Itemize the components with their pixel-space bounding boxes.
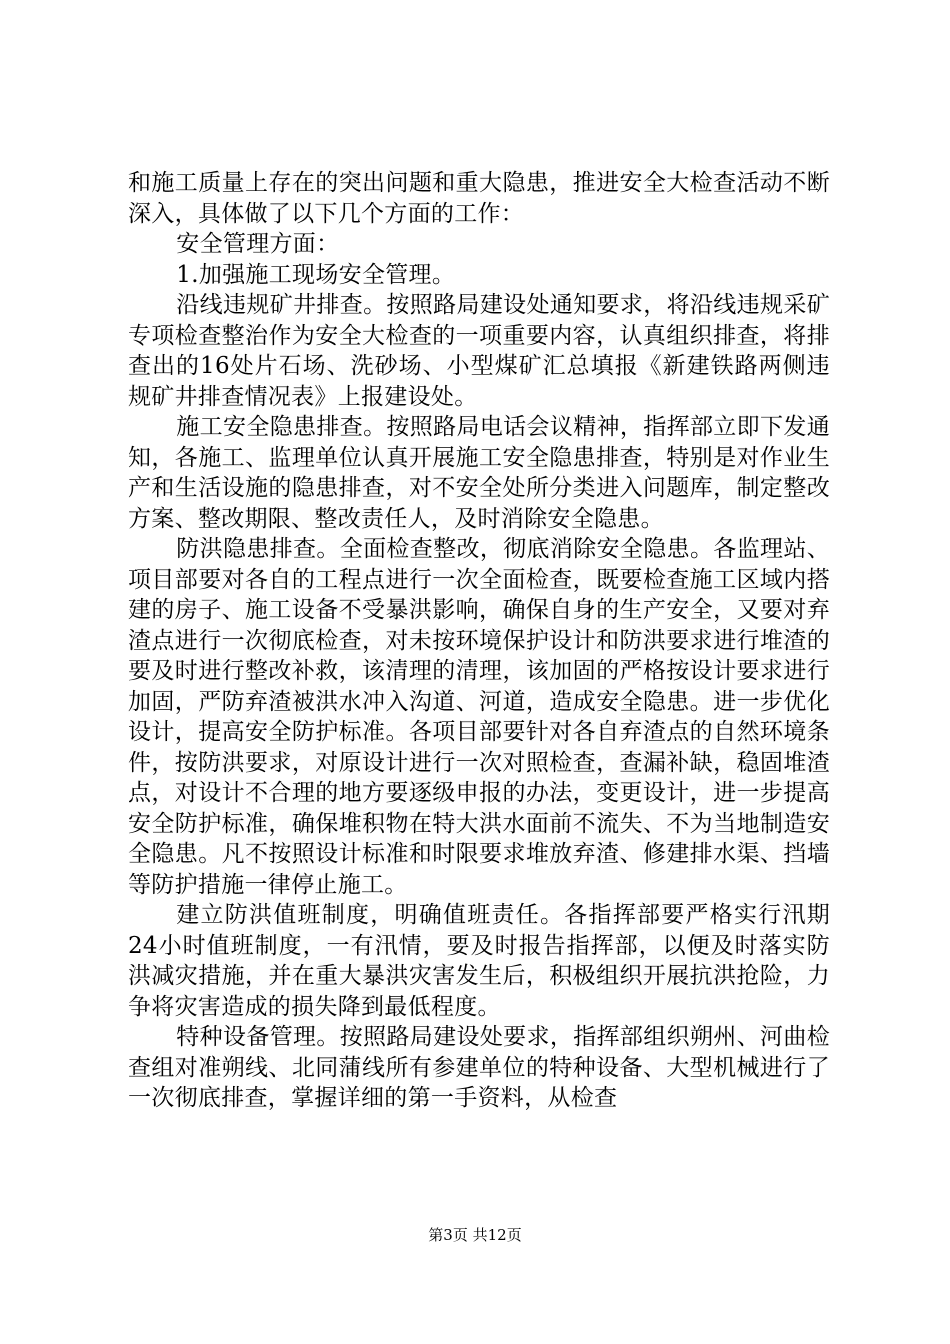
paragraph-mine-inspection: 沿线违规矿井排查。按照路局建设处通知要求，将沿线违规采矿专项检查整治作为安全大检查的一项重要内容，认真组织排查，将排查出的16处片石场、洗砂场、小型煤矿汇总填报《新建铁路两侧违规矿井排查情况表》上报建设处。 — [128, 292, 830, 410]
paragraph-continuation: 和施工质量上存在的突出问题和重大隐患，推进安全大检查活动不断深入，具体做了以下几个方面的工作： — [128, 170, 830, 227]
page-footer: 第3页 共12页 — [428, 1226, 522, 1244]
paragraph-special-equipment: 特种设备管理。按照路局建设处要求，指挥部组织朔州、河曲检查组对准朔线、北同蒲线所有参建单位的特种设备、大型机械进行了一次彻底排查，掌握详细的第一手资料，从检查 — [128, 1024, 830, 1111]
paragraph-flood-inspection: 防洪隐患排查。全面检查整改，彻底消除安全隐患。各监理站、项目部要对各自的工程点进行一次全面检查，既要检查施工区域内搭建的房子、施工设备不受暴洪影响，确保自身的生产安全，又要对弃渣点进行一次彻底检查，对未按环境保护设计和防洪要求进行堆渣的要及时进行整改补救，该清理的清理，该加固的严格按设计要求进行加固，严防弃渣被洪水冲入沟道、河道，造成安全隐患。进一步优化设计，提高安全防护标准。各项目部要针对各自弃渣点的自然环境条件，按防洪要求，对原设计进行一次对照检查，查漏补缺，稳固堆渣点，对设计不合理的地方要逐级申报的办法，变更设计，进一步提高安全防护标准，确保堆积物在特大洪水面前不流失、不为当地制造安全隐患。凡不按照设计标准和时限要求堆放弃渣、修建排水渠、挡墙等防护措施一律停止施工。 — [128, 536, 830, 898]
subheading-site-safety: 1.加强施工现场安全管理。 — [176, 261, 456, 288]
section-heading-safety-management: 安全管理方面： — [176, 231, 340, 257]
document-body — [128, 168, 830, 1114]
paragraph-hazard-inspection: 施工安全隐患排查。按照路局电话会议精神，指挥部立即下发通知，各施工、监理单位认真开展施工安全隐患排查，特别是对作业生产和生活设施的隐患排查，对不安全处所分类进入问题库，制定整改方案、整改期限、整改责任人，及时消除安全隐患。 — [128, 414, 830, 532]
paragraph-flood-duty: 建立防洪值班制度，明确值班责任。各指挥部要严格实行汛期24小时值班制度，一有汛情，要及时报告指挥部，以便及时落实防洪减灾措施，并在重大暴洪灾害发生后，积极组织开展抗洪抢险，力争将灾害造成的损失降到最低程度。 — [128, 902, 830, 1020]
